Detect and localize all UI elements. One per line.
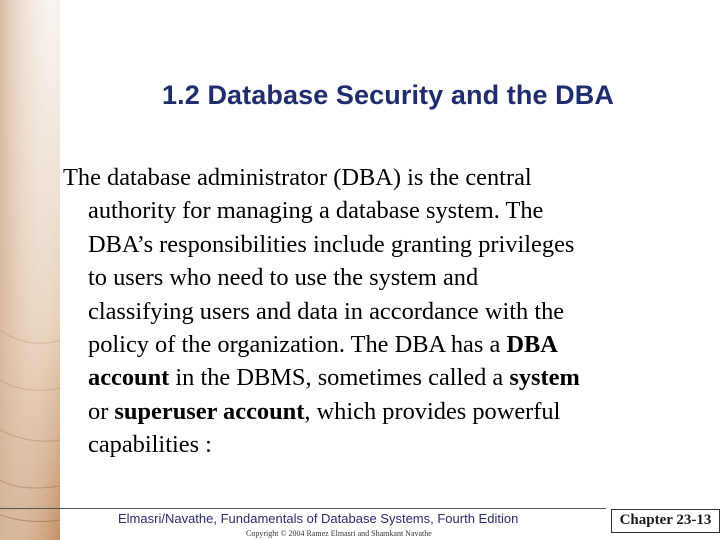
footer-divider bbox=[0, 508, 606, 509]
body-text-run: or bbox=[88, 397, 115, 425]
body-text-run: in the DBMS, sometimes called a bbox=[169, 364, 510, 392]
chapter-label: Chapter 23-13 bbox=[611, 509, 720, 533]
body-text-run: , which provides powerful bbox=[304, 397, 561, 425]
bold-term-superuser-account: superuser account bbox=[114, 397, 305, 425]
body-line: to users who need to use the system and bbox=[88, 264, 479, 292]
slide-body bbox=[63, 161, 663, 462]
body-text-run: policy of the organization. The DBA has a bbox=[88, 331, 507, 359]
footer-citation: Elmasri/Navathe, Fundamentals of Database Systems, Fourth Edition bbox=[118, 511, 519, 526]
body-line: DBA’s responsibilities include granting privileges bbox=[88, 230, 575, 258]
body-line bbox=[63, 328, 663, 361]
bold-term-dba: DBA bbox=[506, 331, 558, 359]
bold-term-system: system bbox=[509, 364, 580, 392]
body-line bbox=[63, 395, 663, 428]
body-line: The database administrator (DBA) is the central bbox=[63, 164, 532, 191]
body-line: capabilities : bbox=[88, 431, 212, 459]
body-line bbox=[63, 361, 663, 394]
slide-title: 1.2 Database Security and the DBA bbox=[162, 80, 614, 110]
copyright-notice: Copyright © 2004 Ramez Elmasri and Shamkant Navathe bbox=[246, 529, 432, 538]
body-line: classifying users and data in accordance with the bbox=[88, 297, 565, 325]
body-line: authority for managing a database system. The bbox=[88, 197, 544, 225]
sand-dune-background bbox=[0, 0, 60, 540]
bold-term-account: account bbox=[88, 364, 170, 392]
